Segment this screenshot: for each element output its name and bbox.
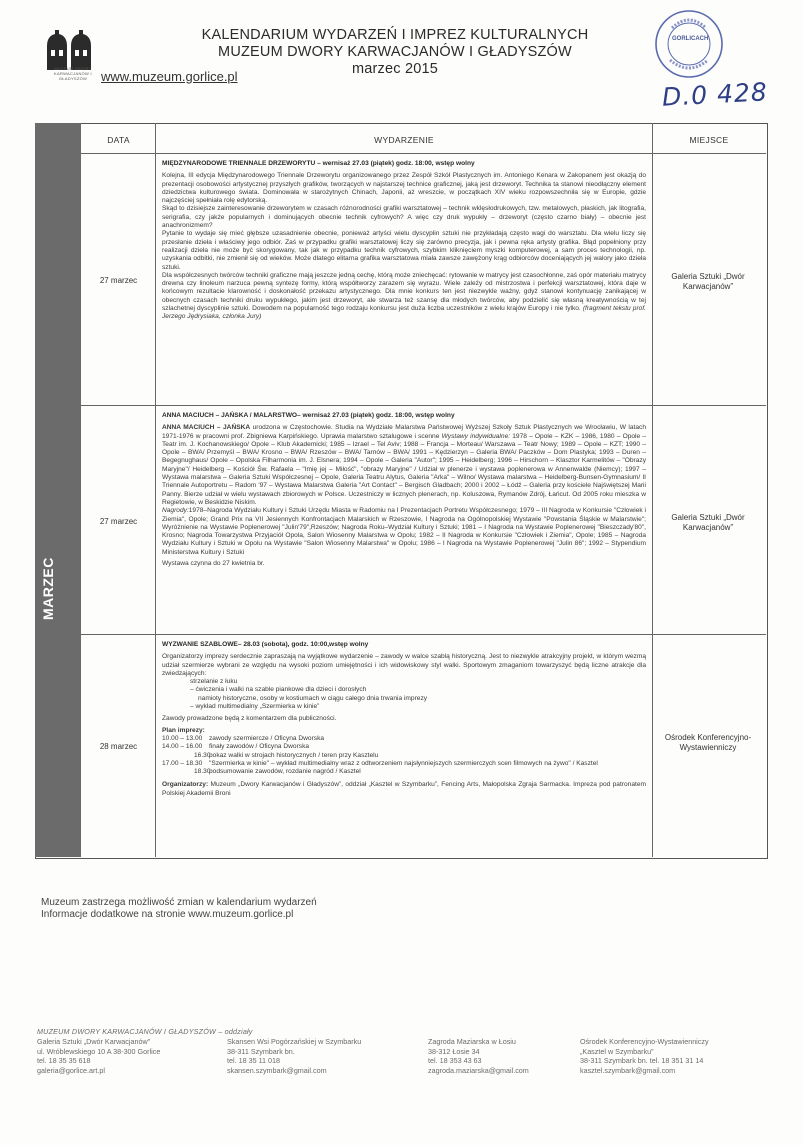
footer-heading: MUZEUM DWORY KARWACJANÓW I GŁADYSZÓW – oddziały bbox=[37, 1027, 253, 1036]
awards-paragraph bbox=[162, 507, 646, 557]
branch-email[interactable]: zagroda.maziarska@gmail.com bbox=[428, 1065, 529, 1075]
branch-email[interactable]: galeria@gorlice.art.pl bbox=[37, 1065, 106, 1075]
branch-address: ul. Wróblewskiego 10 A 38-300 Gorlice bbox=[37, 1046, 161, 1056]
event-title: WYZWANIE SZABLOWE– 28.03 (sobota), godz. 10:00,wstęp wolny bbox=[162, 641, 369, 648]
handwritten-note: D.0 428 bbox=[661, 77, 769, 112]
footer-branch-column bbox=[580, 1037, 777, 1075]
attraction-item: namioty historyczne, osoby w kostiumach w ciągu całego dnia trwania imprezy bbox=[198, 694, 428, 702]
footer-branch-column bbox=[227, 1037, 427, 1075]
branch-name: Ośrodek Konferencyjno-Wystawienniczy bbox=[580, 1037, 709, 1046]
schedule-item bbox=[162, 752, 646, 760]
branch-phone: tel. 18 35 11 018 bbox=[227, 1056, 281, 1065]
row-place: Galeria Sztuki „Dwór Karwacjanów” bbox=[671, 272, 745, 291]
branch-phone: 38-311 Szymbark bn. tel. 18 351 31 14 bbox=[580, 1056, 704, 1065]
footnote-line-1: Muzeum zastrzega możliwość zmian w kalendarium wydarzeń bbox=[41, 897, 317, 908]
event-description bbox=[162, 641, 646, 798]
event-paragraph: Skąd to dzisiejsze zainteresowanie drzeworytem w czasach różnorodności grafiki warsztatowej – technik wklęsłodrukowych, tzw. metalowych, płaskich, jak litografia, serigrafia, czy jakże popularnych i dominujących obecnie technik cyfrowych? A więc czy druk wypukły – drzeworyt (często czarno biały) – obecnie jest anachronizmem? bbox=[162, 205, 646, 230]
footer-branch-column bbox=[37, 1037, 237, 1075]
column-header-date: DATA bbox=[107, 135, 130, 145]
attraction-item: strzelanie z łuku bbox=[190, 678, 238, 686]
branch-email[interactable]: skansen.szymbark@gmail.com bbox=[227, 1065, 327, 1075]
schedule-item bbox=[162, 743, 646, 751]
organizers: Organizatorzy: Muzeum „Dwory Karwacjanów i Gładyszów”, oddział „Kasztel w Szymbarku”, Fencing Arts, Małopolska Zgraja Sarmacka. Impreza pod patronatem Polskiej Akademii Broni bbox=[162, 781, 646, 797]
branch-phone: tel. 18 35 35 618 bbox=[37, 1056, 91, 1065]
schedule-time: 17.00 – 18.30 bbox=[162, 759, 203, 767]
row-divider bbox=[81, 405, 766, 406]
row-date: 28 marzec bbox=[99, 742, 138, 751]
column-divider bbox=[155, 123, 156, 857]
schedule-desc: pokaz walki w strojach historycznych / teren przy Kasztelu bbox=[209, 751, 379, 759]
schedule-desc: podsumowanie zawodów, rozdanie nagród / Kasztel bbox=[209, 768, 361, 776]
row-place: Galeria Sztuki „Dwór Karwacjanów” bbox=[671, 513, 745, 532]
header-divider bbox=[81, 153, 766, 154]
plan-label: Plan imprezy: bbox=[162, 726, 205, 734]
schedule-item bbox=[162, 760, 646, 768]
exhibitions-label: Wystawy indywidualne: bbox=[441, 432, 511, 440]
quote-attribution: (fragment tekstu prof. Jerzego Jędrysiaka, członka Jury) bbox=[162, 305, 646, 321]
branch-address: 38-311 Szymbark bn. bbox=[227, 1046, 295, 1056]
event-intro: Organizatorzy imprezy serdecznie zapraszają na wyjątkowe wydarzenie – zawody w walce szablą historyczną. Jest to niezwykle atrakcyjny projekt, w którym wezmą udział szermierze wybrani ze względu na wysoki poziom umiejętności i ich widowiskowy styl walki. Sportowym zmaganiom towarzyszyć będą liczne atrakcje dla zwiedzających: bbox=[162, 653, 646, 677]
branch-phone: tel. 18 353 43 63 bbox=[428, 1056, 482, 1065]
header-title-line-1: KALENDARIUM WYDARZEŃ I IMPREZ KULTURALNYCH bbox=[201, 27, 589, 43]
month-label: MARZEC bbox=[40, 557, 56, 620]
month-band bbox=[35, 123, 81, 857]
schedule-desc: "Szermierka w kinie" – wykład multimedialny wraz z odtworzeniem najsłynniejszych szermierczych scen filmowych na żywo" / Kasztel bbox=[209, 759, 598, 767]
footnote-line-2: Informacje dodatkowe na stronie www.muzeum.gorlice.pl bbox=[41, 909, 294, 920]
schedule-item bbox=[162, 768, 646, 776]
schedule-desc: finały zawodów / Oficyna Dworska bbox=[209, 743, 310, 751]
event-paragraph: Dla współczesnych twórców techniki graficzne mają jeszcze jedną cechę, którą może zniechęcać: rytowanie w matrycy jest czasochłonne, zaś opór materiału matrycy drewna czy linoleum narzuca pewną syntezę formy, którą współtworzy zarazem się wyrazu. Wiele zależy od mistrzostwa i perfekcji warsztatowej, która daje w końcowym rezultacie klarowność i doskonałość przekazu artystycznego. Dla mnie konkurs ten jest niezwykle ważny, gdyż stanowi kontynuację zanikającej w obecnych czasach techniki druku wypukłego, jakim jest drzeworyt, ale stwarza też szansę dla młodych twórców, aby podzielić się własną kreatywnością w tej szlachetnej dyscyplinie sztuki. Dowodem na popularność tego rodzaju konkursu jest duża liczba uczestników z wielu krajów Europy i nie tylko. (fragment tekstu prof. Jerzego Jędrysiaka, członka Jury) bbox=[162, 271, 646, 321]
schedule-time: 10.00 – 13.00 bbox=[162, 734, 203, 742]
artist-bio: ANNA MACIUCH – JAŃSKA urodzona w Częstochowie. Studia na Wydziale Malarstwa Państwowej Wyższej Szkoły Sztuk Plastycznych we Wrocławiu, W latach 1971-1976 w pracowni prof. Zbigniewa Karpińskiego. Uprawia malarstwo sztalugowe i scenne Wystawy indywidualne: 1978 – Opole – KZK – 1986, 1980 – Opole – Teatr im. J. Kochanowskiego/ Opole – Klub Akademicki; 1985 – Izrael – Tel Aviv; 1988 – Francja – Morteau/ Warszawa – Teatr Nowy; 1989 – Opole – KZT; 1990 – Opole – BWA/ Przemyśl – BWA/ Krosno – BWA/ Rzeszów – BWA/ Tarnów – BWA/ 1991 – Kędzierzyn – Galeria BWA/ Paczków – Dom Plastyka; 1993 – Duren – Begegnughaus/ Opole – Opolska Filharmonia im. J. Elsnera; 1994 – Opole – Galeria "Autor"; 1995 – Heidelberg; 1996 – Hirschorn – Klasztor Karmelitów – "Obrazy Maryjne"/ Heidelberg – Kościół Św. Rafaela – "Imię jej – Miłość", "obrazy Maryjne" / Udział w plenerze i wystawa poplenerowa w Annenwalde (Niemcy); 1997 – Wystawa malarstwa – Galeria Sztuki Współczesnej – Opole, Galeria Teatru Alytus, Galeria "Arka" – Wilno/ Wystawa malarstwa – Heidelberg-Bunsen-Gymnasium/ II Triennale Autoportretu – Radom '97 – Wystawa Malarstwa Galeria "Art Contact" – Bergisch Gladbach; 2000 i 2002 – Łódź – Galeria przy kościele Najświętszej Marii Panny. Bierze udział w wielu wystawach zbiorowych w Polsce. Uczestniczy w licznych plenerach, np. Koluszowa, Rymanów Zdrój, Łańcut. Od 2005 roku mieszka w Regietowie, w Beskidzie Niskim. bbox=[162, 424, 647, 506]
event-description bbox=[162, 160, 646, 322]
branch-address: 38-312 Łosie 34 bbox=[428, 1046, 480, 1056]
schedule-time: 16.30 bbox=[194, 751, 211, 759]
event-description bbox=[162, 412, 646, 568]
museum-stamp-icon bbox=[652, 8, 727, 80]
exhibition-closing: Wystawa czynna do 27 kwietnia br. bbox=[162, 560, 265, 568]
organizers-label: Organizatorzy: bbox=[162, 781, 209, 789]
branch-name: Galeria Sztuki „Dwór Karwacjanów” bbox=[37, 1037, 151, 1046]
document-header bbox=[200, 27, 590, 78]
artist-name: ANNA MACIUCH – JAŃSKA bbox=[162, 424, 251, 432]
row-divider bbox=[81, 634, 766, 635]
event-paragraph: Pytanie to wydaje się mieć głębsze uzasadnienie obecnie, ponieważ artyści wielu dyscyplin sztuki nie przykładają często wagi do warsztatu. Dla wielu liczy się przesłanie dzieła i właściwy jego odbiór. Zaś w przypadku grafiki warsztatowej liczy się zarówno precyzja, jak i pewna ręka artysty grafika. Błąd popełniony przy realizacji dzieła nie może być skorygowany, tak jak w przypadku technik cyfrowych, szybkim kliknięciem myszki komputerowej, a sam proces technologii, np. uzyskania odbitki, nie zmienił się od wieków. Może dlatego elitarna grafika warsztatowa miała zawsze zawężony krąg odbiorców doceniających jej walory jako dzieła sztuki. bbox=[162, 230, 646, 271]
row-place: Ośrodek Konferencyjno-Wystawienniczy bbox=[664, 733, 752, 752]
schedule-desc: zawody szermiercze / Oficyna Dworska bbox=[209, 734, 325, 742]
row-date: 27 marzec bbox=[99, 276, 138, 285]
logo-caption: MUZEUM DWORY KARWACJANÓW I GŁADYSZÓW bbox=[54, 66, 92, 81]
branch-name: Zagroda Maziarska w Łosiu bbox=[428, 1037, 516, 1046]
column-header-place: MIEJSCE bbox=[689, 135, 729, 145]
branch-name: Skansen Wsi Pogórzańskiej w Szymbarku bbox=[227, 1037, 362, 1046]
exhibitions-list: 1978 – Opole – KZK – 1986, 1980 – Opole – Teatr im. J. Kochanowskiego/ Opole – Klub Akademicki; 1985 – Izrael – Tel Aviv; 1988 – Francja – Morteau/ Warszawa – Teatr Nowy; 1989 – Opole – KZT; 1990 – Opole – BWA/ Przemyśl – BWA/ Krosno – BWA/ Rzeszów – BWA/ Tarnów – BWA/ 1991 – Kędzierzyn – Galeria BWA/ Paczków – Dom Plastyka; 1993 – Duren – Begegnughaus/ Opole – Opolska Filharmonia im. J. Elsnera; 1994 – Opole – Galeria "Autor"; 1995 – Heidelberg; 1996 – Hirschorn – Klasztor Karmelitów – "Obrazy Maryjne"/ Heidelberg – Kościół Św. Rafaela – "Imię jej – Miłość", "obrazy Maryjne" / Udział w plenerze i wystawa poplenerowa w Annenwalde (Niemcy); 1997 – Wystawa malarstwa – Galeria Sztuki Współczesnej – Opole, Galeria Teatru Alytus, Galeria "Arka" – Wilno/ Wystawa malarstwa – Heidelberg-Bunsen-Gymnasium/ II Triennale Autoportretu – Radom '97 – Wystawa Malarstwa Galeria "Art Contact" – Bergisch Gladbach; 2000 i 2002 – Łódź – Galeria przy kościele Najświętszej Marii Panny. Bierze udział w wielu wystawach zbiorowych w Polsce. Uczestniczy w licznych plenerach, np. Koluszowa, Rymanów Zdrój, Łańcut. Od 2005 roku mieszka w Regietowie, w Beskidzie Niskim. bbox=[162, 432, 647, 506]
event-title: ANNA MACIUCH – JAŃSKA / MALARSTWO– wernisaż 27.03 (piątek) godz. 18:00, wstęp wolny bbox=[162, 412, 455, 419]
event-title: MIĘDZYNARODOWE TRIENNALE DRZEWORYTU – wernisaż 27.03 (piątek) godz. 18:00, wstęp wolny bbox=[162, 160, 475, 167]
column-header-event: WYDARZENIE bbox=[374, 135, 434, 145]
website-link[interactable]: www.muzeum.gorlice.pl bbox=[101, 69, 238, 84]
footer-branches bbox=[37, 1027, 777, 1075]
awards-label: Nagrody: bbox=[162, 507, 189, 515]
footer-branch-column bbox=[428, 1037, 578, 1075]
event-paragraph: Kolejna, III edycja Międzynarodowego Triennale Drzeworytu organizowanego przez Zespół Szkół Plastycznych im. Antoniego Kenara w Zakopanem jest okazją do prezentacji osobowości artystycznej przyszłych grafików, tworzących w najstarszej technice graficznej, jaką jest drzeworyt. Technika ta stanowi nieodłączny element dziedzictwa kulturowego świata. Dominowała w starożytnych Chinach, Japonii, aż wreszcie, w początkach XIV wieku rozpowszechniła się w Europie, gdzie najczęściej spełniała rolę edytorską. bbox=[162, 172, 646, 205]
awards-list: 1978–Nagroda Wydziału Kultury i Sztuki Urzędu Miasta w Radomiu na I Prezentacjach Portretu Współczesnego; 1979 – III Nagroda w Konkursie "Człowiek i Ziemia", Opole; Grand Prix na VII Jesiennych Konfrontacjach Malarskich w Rzeszowie, I Nagroda na Ogólnopolskiej Wystawie "Powstania Śląskie w Malarstwie"; Wyróżnienie na Wystawie Poplenerowej "Julin'79",Rzeszów; Nagroda Roku–Wydział Kultury i Sztuki; 1981 – I Nagroda na Wystawie Poplenerowej "Bieszczady'80", Krosno; Nagroda Towarzystwa Przyjaciół Opola, Salon Wiosenny Malarstwa w Opolu; 1982 – II Nagroda w Konkursie "Człowiek i Ziemia", Opole; 1985 – Nagroda Wydziału Kultury i Sztuki w Opolu na Wystawie "Salon Wiosenny Malarstwa" w Opolu; 1986 – I Nagroda na Wystawie Poplenerowej "Julin 86"; 1992 – Stypendium Ministerstwa Kultury i Sztuki bbox=[162, 507, 646, 556]
row-date: 27 marzec bbox=[99, 517, 138, 526]
attraction-item: – wykład multimedialny „Szermierka w kinie” bbox=[190, 703, 320, 711]
schedule-item bbox=[162, 735, 646, 743]
attraction-item: – ćwiczenia i walki na szable piankowe dla dzieci i dorosłych bbox=[190, 686, 367, 694]
museum-logo bbox=[45, 28, 97, 70]
header-title-line-2: MUZEUM DWORY KARWACJANÓW I GŁADYSZÓW bbox=[218, 44, 572, 60]
commentary-note: Zawody prowadzone będą z komentarzem dla publiczności. bbox=[162, 715, 337, 723]
schedule-time: 14.00 – 16.00 bbox=[162, 743, 203, 751]
stamp-text: GORLICACH bbox=[672, 36, 709, 42]
branch-email[interactable]: kasztel.szymbark@gmail.com bbox=[580, 1065, 676, 1075]
branch-address: „Kasztel w Szymbarku” bbox=[580, 1046, 654, 1056]
schedule-time: 18.30 bbox=[194, 768, 211, 776]
header-month: marzec 2015 bbox=[351, 61, 439, 77]
footnote bbox=[41, 897, 317, 921]
